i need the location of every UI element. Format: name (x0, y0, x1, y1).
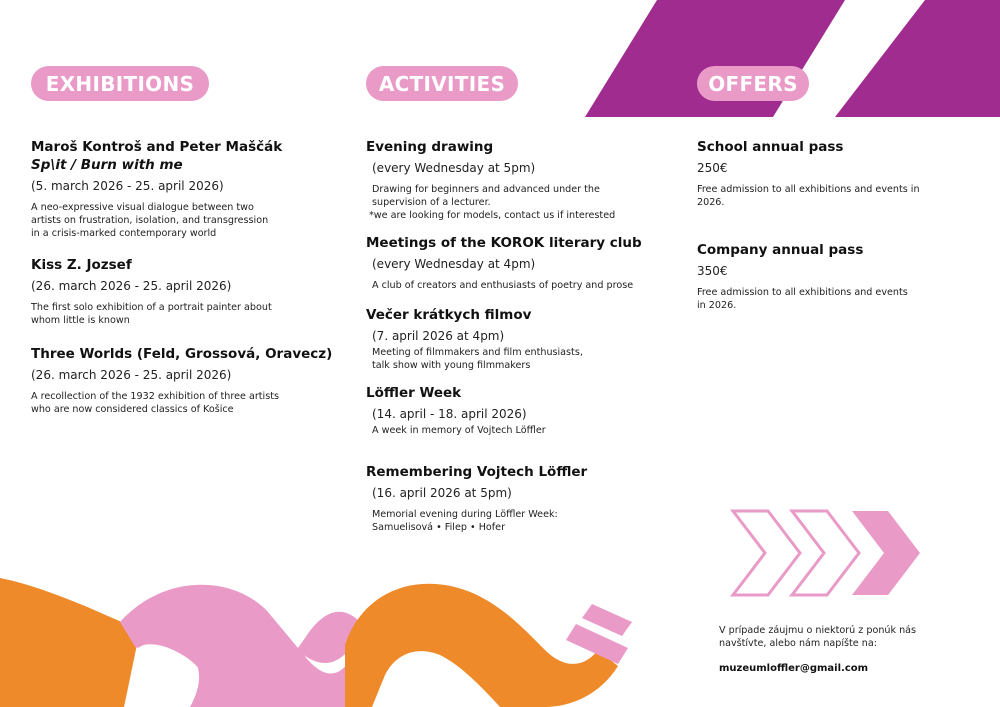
activity-description (366, 424, 676, 437)
exhibition-title: Three Worlds (Feld, Grossová, Oravecz) (31, 346, 333, 362)
desc-line: *we are looking for models, contact us if interested (369, 210, 616, 221)
desc-line: artists on frustration, isolation, and transgression (31, 215, 269, 226)
offer-title: Company annual pass (697, 242, 864, 258)
desc-line: whom little is known (31, 315, 130, 326)
exhibition-item (31, 138, 341, 240)
desc-line: Meeting of filmmakers and film enthusiasts, (372, 347, 583, 358)
activity-item (366, 306, 676, 372)
activity-description (366, 183, 676, 222)
desc-line: supervision of a lecturer. (372, 197, 491, 208)
desc-line: A club of creators and enthusiasts of poetry and prose (372, 280, 634, 291)
exhibition-item (31, 256, 341, 327)
offer-description (697, 286, 967, 312)
desc-line: in 2026. (697, 300, 737, 311)
exhibitions-column (31, 138, 341, 434)
chevron-outline-2 (792, 511, 859, 595)
desc-line: A week in memory of Vojtech Löffler (372, 425, 546, 436)
activities-header: ACTIVITIES (366, 66, 518, 101)
activity-dates: (every Wednesday at 4pm) (372, 257, 536, 271)
activity-description (366, 346, 676, 372)
offer-price: 350€ (697, 264, 728, 278)
desc-line: The first solo exhibition of a portrait painter about (31, 302, 272, 313)
contact-text (719, 624, 959, 650)
chevron-filled (852, 511, 920, 595)
activity-item (366, 234, 676, 292)
exhibition-item (31, 345, 341, 416)
activity-dates: (7. april 2026 at 4pm) (372, 329, 505, 343)
desc-line: Free admission to all exhibitions and events in (697, 184, 920, 195)
exhibition-title: Maroš Kontroš and Peter Maščák (31, 139, 283, 155)
exhibition-description (31, 201, 341, 240)
activity-description (366, 279, 676, 292)
activity-item (366, 138, 676, 222)
activities-column (366, 138, 676, 552)
activity-title: Večer krátkych filmov (366, 307, 532, 323)
offer-price: 250€ (697, 161, 728, 175)
exhibition-dates: (5. march 2026 - 25. april 2026) (31, 179, 224, 193)
orange-wave-left (0, 578, 140, 707)
offer-item (697, 138, 967, 209)
offer-description (697, 183, 967, 209)
desc-line: in a crisis-marked contemporary world (31, 228, 217, 239)
desc-line: Free admission to all exhibitions and events (697, 287, 908, 298)
desc-line: Samuelisová • Filep • Hofer (372, 522, 506, 533)
offers-column (697, 138, 967, 330)
activity-title: Meetings of the KOROK literary club (366, 235, 642, 251)
contact-email[interactable]: muzeumloffler@gmail.com (719, 663, 869, 674)
activity-title: Remembering Vojtech Löffler (366, 464, 588, 480)
activity-title: Evening drawing (366, 139, 494, 155)
activity-dates: (16. april 2026 at 5pm) (372, 486, 512, 500)
exhibition-subtitle: Sp\it / Burn with me (31, 157, 183, 173)
exhibitions-header: EXHIBITIONS (31, 66, 209, 101)
offers-header: OFFERS (697, 66, 809, 101)
chevron-outline-1 (733, 511, 800, 595)
activity-item (366, 463, 676, 534)
activity-item (366, 384, 676, 437)
activity-dates: (14. april - 18. april 2026) (372, 407, 527, 421)
exhibition-description (31, 301, 341, 327)
desc-line: Memorial evening during Löffler Week: (372, 509, 558, 520)
exhibition-dates: (26. march 2026 - 25. april 2026) (31, 368, 232, 382)
activity-description (366, 508, 676, 534)
exhibition-description (31, 390, 341, 416)
offer-item (697, 241, 967, 312)
exhibition-dates: (26. march 2026 - 25. april 2026) (31, 279, 232, 293)
purple-stripe-right (835, 0, 1000, 117)
desc-line: Drawing for beginners and advanced under the (372, 184, 600, 195)
contact-line: navštívte, alebo nám napíšte na: (719, 638, 877, 649)
exhibition-title: Kiss Z. Jozsef (31, 257, 132, 273)
offer-title: School annual pass (697, 139, 844, 155)
desc-line: talk show with young filmmakers (372, 360, 531, 371)
desc-line: who are now considered classics of Košice (31, 404, 234, 415)
orange-wave-right (345, 584, 618, 707)
desc-line: A neo-expressive visual dialogue between two (31, 202, 254, 213)
desc-line: A recollection of the 1932 exhibition of three artists (31, 391, 279, 402)
activity-title: Löffler Week (366, 385, 462, 401)
desc-line: 2026. (697, 197, 725, 208)
contact-line: V prípade záujmu o niektorú z ponúk nás (719, 625, 917, 636)
activity-dates: (every Wednesday at 5pm) (372, 161, 536, 175)
